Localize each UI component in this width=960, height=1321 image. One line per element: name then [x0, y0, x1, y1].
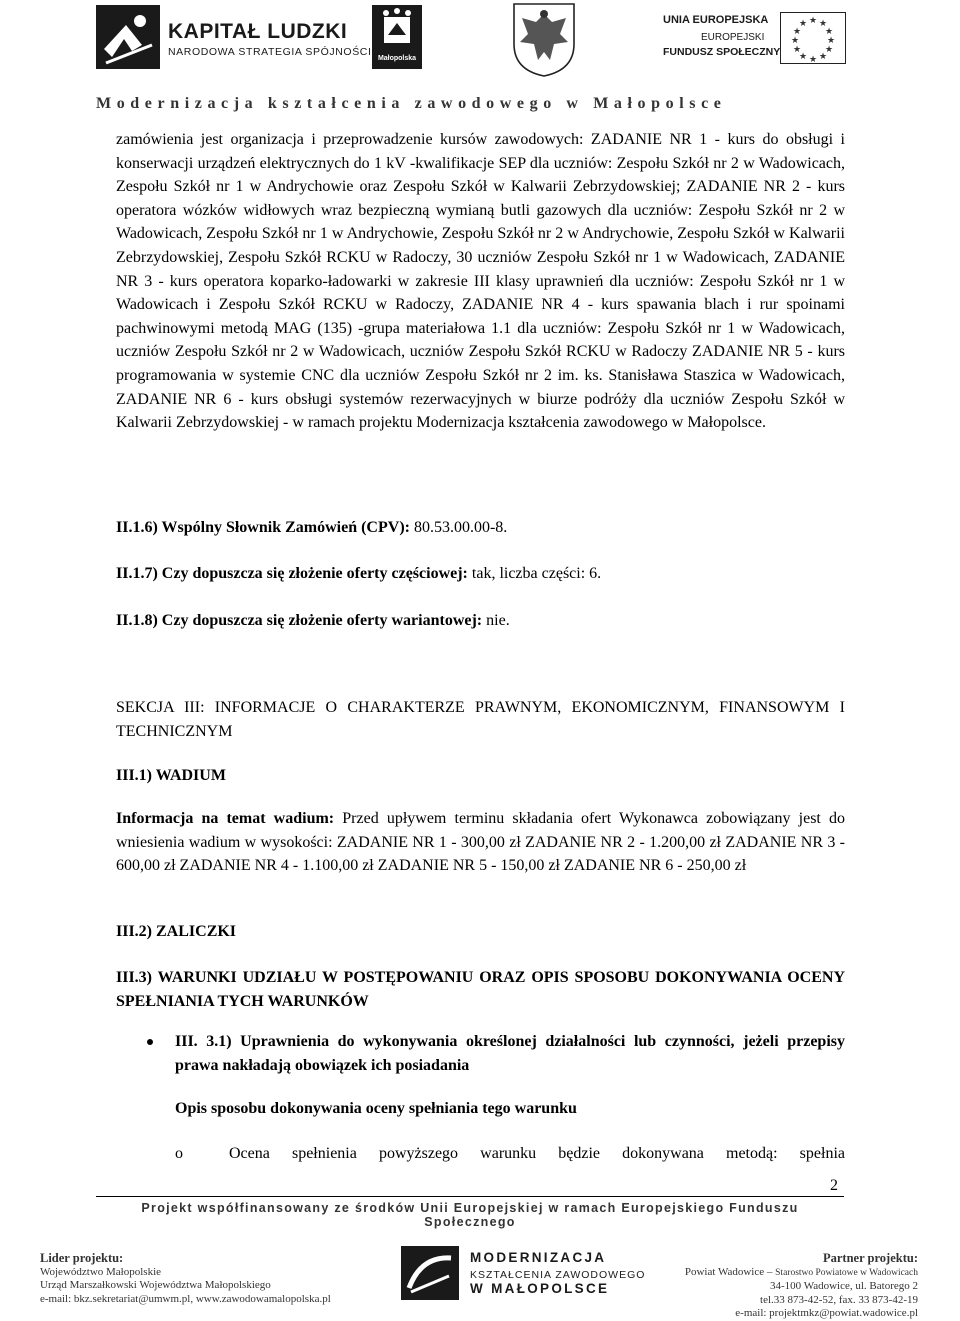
leader-heading: Lider projektu: [40, 1251, 124, 1265]
cofinance-note: Projekt współfinansowany ze środków Unii Europejskiej w ramach Europejskiego Funduszu Społecznego [141, 1201, 799, 1229]
partner-name: Powiat Wadowice – [684, 1265, 776, 1278]
coat-of-arms-eagle [508, 0, 580, 78]
eu-stars-icon [781, 13, 845, 63]
eu-flag [780, 12, 846, 64]
svg-text:★: ★ [798, 19, 808, 29]
svg-text:★: ★ [818, 52, 828, 62]
circle-bullet-icon: o [175, 1145, 183, 1162]
kapital-ludzki-subtitle: NARODOWA STRATEGIA SPÓJNOŚCI [168, 46, 372, 58]
wadium-heading: III.1) WADIUM [116, 767, 226, 784]
partner-phone: tel.33 873-42-52, fax. 33 873-42-19 [760, 1293, 918, 1306]
eu-label-line3: FUNDUSZ SPOŁECZNY [663, 46, 781, 58]
leader-line-2: Urząd Marszałkowski Województwa Małopolskiego [40, 1279, 271, 1291]
eagle-icon [508, 0, 580, 78]
bullet-uprawnienia: III. 3.1) Uprawnienia do wykonywania określonej działalności lub czynności, jeżeli przepisy prawa nakładają obowiązek ich posiadania [175, 1033, 845, 1074]
opis-heading: Opis sposobu dokonywania oceny spełniania tego warunku [175, 1100, 577, 1117]
wadium-paragraph [116, 807, 845, 878]
warunki-heading: III.3) WARUNKI UDZIAŁU W POSTĘPOWANIU ORAZ OPIS SPOSOBU DOKONYWANIA OCENY SPEŁNIANIA TYCH WARUNKÓW [116, 969, 845, 1010]
variant-offer-label: II.1.8) Czy dopuszcza się złożenie oferty wariantowej: [116, 612, 483, 629]
partial-offer-value: tak, liczba części: 6. [467, 565, 602, 582]
section-variant-offer [116, 609, 845, 633]
footer-partner [640, 1252, 918, 1321]
svg-text:★: ★ [824, 45, 834, 55]
modernizacja-logo [401, 1246, 459, 1300]
section-cpv [116, 516, 845, 540]
leader-contact: e-mail: bkz.sekretariat@umwm.pl, www.zawodowamalopolska.pl [40, 1292, 331, 1305]
section-iii-heading: SEKCJA III: INFORMACJE O CHARAKTERZE PRAWNYM, EKONOMICZNYM, FINANSOWYM I TECHNICZNYM [116, 699, 845, 740]
wadium-text: Przed upływem terminu składania ofert Wykonawca zobowiązany jest do wniesienia wadium w wysokości: ZADANIE NR 1 - 300,00 zł ZADANIE NR 2 - 1.200,00 zł ZADANIE NR 3 - 600,00 zł ZADANIE NR 4 - 1.100,00 zł ZADANIE NR 5 - 150,00 zł ZADANIE NR 6 - 250,00 zł [116, 810, 846, 875]
partner-address: 34-100 Wadowice, ul. Batorego 2 [770, 1280, 918, 1292]
svg-text:★: ★ [798, 52, 808, 62]
modernizacja-line3: W MAŁOPOLSCE [470, 1281, 610, 1296]
bullet-dot-icon [147, 1039, 153, 1045]
partner-office: Starostwo Powiatowe w Wadowicach [775, 1267, 918, 1278]
eu-label-line2: EUROPEJSKI [701, 32, 765, 43]
page-number: 2 [830, 1177, 838, 1194]
wadium-label: Informacja na temat wadium: [116, 810, 335, 827]
malopolska-label: Małopolska [377, 55, 417, 62]
kapital-ludzki-title: KAPITAŁ LUDZKI [168, 20, 348, 43]
svg-text:★: ★ [792, 27, 802, 37]
zaliczki-heading: III.2) ZALICZKI [116, 923, 237, 940]
ocena-text: Ocena spełnienia powyższego warunku będzie dokonywana metodą: spełnia [229, 1145, 845, 1162]
malopolska-emblem-icon [372, 5, 422, 55]
cpv-label: II.1.6) Wspólny Słownik Zamówień (CPV): [116, 519, 410, 536]
svg-text:★: ★ [792, 45, 802, 55]
cpv-value: 80.53.00.00-8. [409, 519, 508, 536]
footer-leader [40, 1252, 331, 1306]
kapital-ludzki-logo [96, 5, 160, 69]
modernizacja-emblem-icon [401, 1246, 459, 1300]
partner-email: e-mail: projektmkz@powiat.wadowice.pl [735, 1307, 918, 1319]
kapital-ludzki-emblem-icon [96, 5, 160, 69]
section-partial-offer [116, 562, 845, 586]
svg-text:★: ★ [818, 19, 828, 29]
eu-label-line1: UNIA EUROPEJSKA [663, 14, 769, 26]
partial-offer-label: II.1.7) Czy dopuszcza się złożenie oferty częściowej: [116, 565, 468, 582]
leader-line-1: Województwo Małopolskie [40, 1265, 162, 1278]
svg-text:★: ★ [824, 27, 834, 37]
svg-text:★: ★ [808, 55, 818, 63]
partner-line-1 [640, 1266, 918, 1281]
footer-divider [96, 1196, 844, 1197]
svg-text:★: ★ [790, 36, 800, 46]
modernizacja-line1: MODERNIZACJA [470, 1250, 607, 1265]
modernizacja-line2: KSZTAŁCENIA ZAWODOWEGO [470, 1269, 646, 1281]
svg-text:★: ★ [826, 36, 836, 46]
paragraph-scope: zamówienia jest organizacja i przeprowadzenie kursów zawodowych: ZADANIE NR 1 - kurs do obsługi i konserwacji urządzeń elektrycznych do 1 kV -kwalifikacje SEP dla uczniów: Zespołu Szkół nr 2 w Wadowicach, Zespołu Szkół nr 1 w Andrychowie oraz Zespołu Szkół w Kalwarii Zebrzydowskiej; ZADANIE NR 2 - kurs operatora wózków widłowych wraz bezpieczną wymianą butli gazowych dla uczniów: Zespołu Szkół nr 2 w Wadowicach, Zespołu Szkół nr 1 w Andrychowie, Zespołu Szkół nr 2 w Andrychowie, Zespołu Szkół w Kalwarii Zebrzydowskiej, Zespołu Szkół RCKU w Radoczy, 30 uczniów Zespołu Szkół nr 1 w Wadowicach, ZADANIE NR 3 - kurs operatora koparko-ładowarki w zakresie III klasy uprawnień dla uczniów: Zespołu Szkół nr 1 w Wadowicach i Zespołu Szkół RCKU w Radoczy, ZADANIE NR 4 - kurs spawania blach i rur spoinami pachwinowymi metodą MAG (135) -grupa materiałowa 1.1 dla uczniów: Zespołu Szkół nr 1 w Wadowicach, uczniów Zespołu Szkół nr 2 w Wadowicach, uczniów Zespołu Szkół RCKU w Radoczy ZADANIE NR 5 - kurs programowania w systemie CNC dla uczniów Zespołu Szkół nr 2 im. ks. Stanisława Staszica w Wadowicach, ZADANIE NR 6 - kurs obsługi systemów rezerwacyjnych w biurze podróży dla uczniów Zespołu Szkół w Kalwarii Zebrzydowskiej - w ramach projektu Modernizacja kształcenia zawodowego w Małopolsce. [116, 131, 845, 432]
variant-offer-value: nie. [482, 612, 510, 629]
project-header-title: Modernizacja kształcenia zawodowego w Małopolsce [96, 95, 727, 112]
svg-text:★: ★ [808, 16, 818, 26]
partner-heading: Partner projektu: [822, 1251, 918, 1265]
